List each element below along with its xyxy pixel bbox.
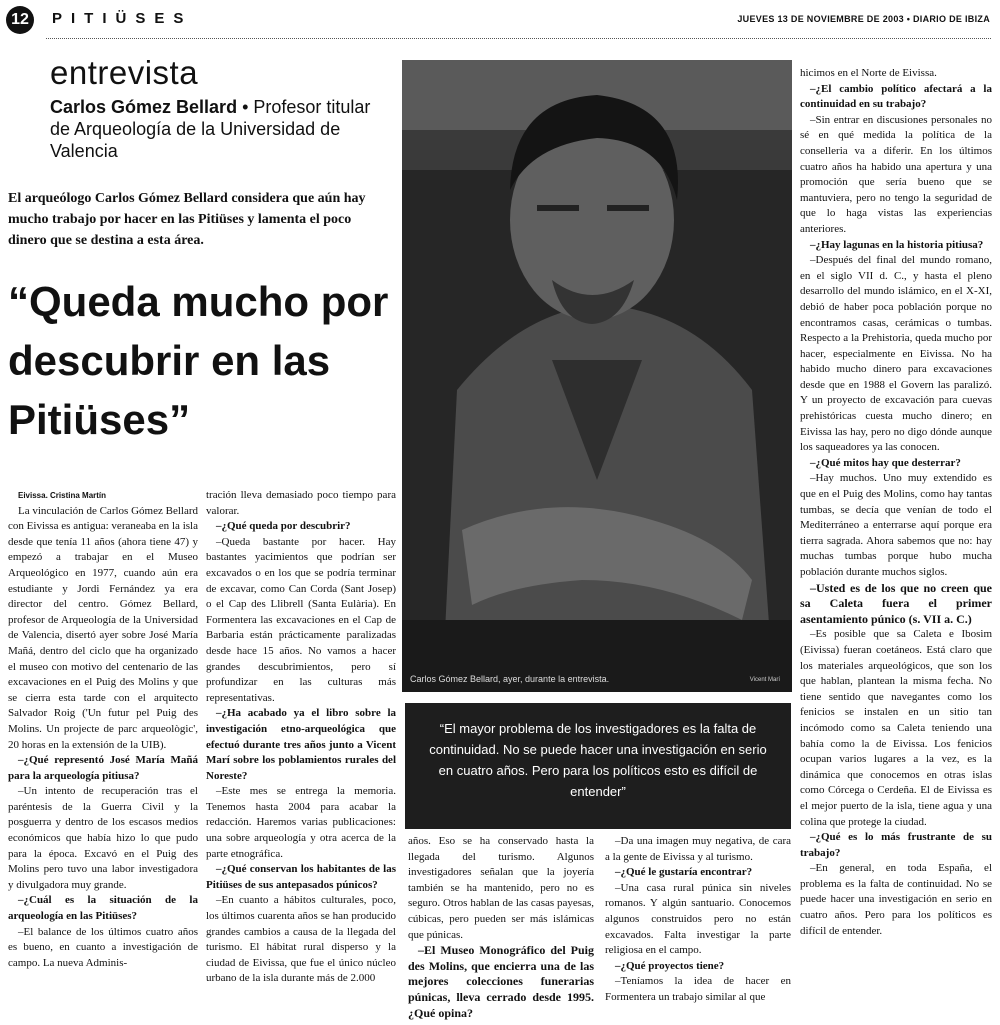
interviewee-name: Carlos Gómez Bellard bbox=[50, 97, 238, 117]
author-credit: Eivissa. Cristina Martín bbox=[18, 491, 107, 500]
paragraph: tración lleva demasiado poco tiempo para valorar. bbox=[206, 489, 396, 517]
pull-quote: “El mayor problema de los investigadores es la falta de continuidad. No se puede hacer una investigación en serio en cuatro años. Pero para los políticos esto es difícil de entender” bbox=[405, 703, 791, 829]
interviewee-photo bbox=[402, 60, 792, 692]
photo-credit: Vicent Marí bbox=[749, 677, 780, 683]
page-header bbox=[0, 0, 1000, 42]
section-name: PITIÜSES bbox=[52, 10, 193, 27]
question: –¿Qué proyectos tiene? bbox=[615, 959, 725, 972]
column-3 bbox=[408, 834, 594, 1021]
paragraph: –Es posible que sa Caleta e Ibosim (Eivissa) fueran coetáneos. Está claro que los materiales arqueológicos, que son los que hablan, plantean la misma fecha. No tiene sentido que navegantes como los fenicios se instalen en un sitio tan incómodo como sa Caleta teniendo una bahía como la de Eivissa. Los fenicios ocupan varios lugares a la vez, es la dinámica que conocemos en otras islas como Córcega o Cerdeña. El de Eivissa es el mejor puerto de la isla, tiene agua y una colina que protege la ciudad. bbox=[800, 628, 992, 828]
question: –¿Cuál es la situación de la arqueología en las Pitiüses? bbox=[8, 894, 198, 923]
paragraph: –Da una imagen muy negativa, de cara a la gente de Eivissa y al turismo. bbox=[605, 835, 791, 863]
paragraph: –El balance de los últimos cuatro años es bueno, en cuanto a investigación de campo. La nueva Adminis- bbox=[8, 925, 198, 969]
lede: El arqueólogo Carlos Gómez Bellard considera que aún hay mucho trabajo por hacer en las Pitiüses y lamenta el poco dinero que se destina a esta área. bbox=[8, 191, 366, 248]
column-1 bbox=[8, 488, 198, 971]
paragraph: –Un intento de recuperación tras el paréntesis de la Guerra Civil y la posguerra y dentro de los escasos medios económicos que había hizo lo que pudo para la época. Excavó en el Puig des Molins pero tuvo una labor investigadora y divulgadora muy grande. bbox=[8, 785, 198, 891]
paragraph: –Este mes se entrega la memoria. Tenemos hasta 2004 para acabar la redacción. Haremos varias publicaciones: una sobre arqueología y otra acerca de la parte etnográfica. bbox=[206, 785, 396, 860]
question: –¿El cambio político afectará a la continuidad en su trabajo? bbox=[800, 82, 992, 111]
interviewee-role: • Profesor titular de Arqueología de la Universidad de Valencia bbox=[50, 97, 371, 161]
paragraph: –En cuanto a hábitos culturales, poco, los últimos cuarenta años se han producido grandes cambios a causa de la llegada del turismo. El hábitat rural disperso y la ciudad de Eivissa, que fue el único núcleo urbano de la isla durante más de 2.000 bbox=[206, 894, 396, 985]
question: –¿Qué es lo más frustrante de su trabajo? bbox=[800, 831, 992, 859]
question: –¿Qué conservan los habitantes de las Pitiüses de sus antepasados púnicos? bbox=[206, 863, 396, 891]
paragraph: –Hay muchos. Uno muy extendido es que en el Puig des Molins, como hay tantas tumbas, se decía que venían de todo el Mediterráneo a enterrarse aquí porque era tierra sagrada. Ahora sabemos que no: hay muchas tumbas porque hubo mucha población durante muchos siglos. bbox=[800, 472, 992, 578]
header-rule bbox=[46, 38, 991, 39]
section-kicker: entrevista bbox=[50, 54, 199, 91]
question: –¿Hay lagunas en la historia pitiusa? bbox=[810, 238, 984, 251]
question: –Usted es de los que no creen que sa Caleta fuera el primer asentamiento púnico (s. VII a. C.) bbox=[800, 580, 992, 626]
headline: “Queda mucho por descubrir en las Pitiüses” bbox=[8, 278, 389, 443]
dateline: JUEVES 13 DE NOVIEMBRE DE 2003 • DIARIO DE IBIZA bbox=[737, 14, 990, 24]
question: –El Museo Monográfico del Puig des Molins, que encierra una de las mejores colecciones funerarias púnicas, lleva cerrado desde 1995. ¿Qué opina? bbox=[408, 943, 594, 1020]
paragraph: –Teníamos la idea de hacer en Formentera un trabajo similar al que bbox=[605, 975, 791, 1003]
question: –¿Qué queda por descubrir? bbox=[216, 520, 351, 533]
column-4 bbox=[605, 834, 791, 1006]
question: –¿Qué mitos hay que desterrar? bbox=[810, 456, 961, 469]
column-2 bbox=[206, 488, 396, 987]
paragraph: –Después del final del mundo romano, en el siglo VII d. C., y hasta el pleno desarrollo del mundo islámico, en el X-XI, debió de haber poca población porque no encontramos casas, cerámicas o tumbas. Respecto a la Prehistoria, queda mucho por hacer, especialmente en Eivissa. No ha habido mucho dinero para excavaciones desde que en 1988 el Govern las paralizó. Y un proyecto de excavación para cuevas prehistóricas cuesta mucho dinero; en Eivissa las hay, pero no digo dónde aunque los saqueadores ya las conocen. bbox=[800, 254, 992, 454]
question: –¿Qué representó José María Mañá para la arqueología pitiusa? bbox=[8, 754, 198, 782]
paragraph: –Sin entrar en discusiones personales no sé en qué medida la política de la conselleria va a diferir. En los últimos cuatro años ha habido una apertura y una promoción que sería bueno que se mantuviera, pero no tengo la seguridad de que lo haga vistas las experiencias anteriores. bbox=[800, 113, 992, 235]
byline bbox=[50, 96, 380, 162]
page-number: 12 bbox=[6, 6, 34, 34]
question: –¿Qué le gustaría encontrar? bbox=[615, 866, 753, 879]
paragraph: –Queda bastante por hacer. Hay bastantes yacimientos que podrían ser excavados o en los que se podría terminar de excavar, como Can Corda (Sant Josep) o el Cap des Llibrell (Santa Eulària). En Formentera las excavaciones en el Cap de Barbaria están prácticamente paralizadas desde hace 15 años. No vamos a hacer grandes descubrimientos, pero sí profundizar en las culturas más representativas. bbox=[206, 535, 396, 704]
paragraph: –Una casa rural púnica sin niveles romanos. Y algún santuario. Conocemos algunos construidos pero no están excavados. Falta investigar la parte religiosa en el campo. bbox=[605, 881, 791, 957]
paragraph: hicimos en el Norte de Eivissa. bbox=[800, 67, 937, 79]
paragraph: La vinculación de Carlos Gómez Bellard con Eivissa es antigua: veraneaba en la isla desde que tenía 11 años (ahora tiene 47) y empezó a trabajar en el Museo Arqueológico en 1977, cuando aún era estudiante y Jordi Fernández ya era director del centro. Gómez Bellard, profesor de Arqueología de la Universidad de Valencia, disertó ayer sobre José María Mañá, dentro del ciclo que ha organizado el museo con motivo del centenario de las excavaciones en el Puig des Molins y que se cierra esta tarde con el arquitecto Salvador Roig ('Un futur pel Puig des Molins. Un projecte de parc arqueològic', 20 horas en la extensión de la UIB). bbox=[8, 504, 198, 751]
column-5 bbox=[800, 66, 992, 939]
paragraph: años. Eso se ha conservado hasta la llegada del turismo. Algunos investigadores señalan que la joyería también se ha mantenido, pero no es seguro. Otros hablan de las casas payesas, cúbicas, pero pueden ser más islámicas que púnicas. bbox=[408, 835, 594, 941]
paragraph: –En general, en toda España, el problema es la falta de continuidad. No se puede hacer una investigación en serio en cuatro años. Pero para los políticos es difícil de entender. bbox=[800, 862, 992, 937]
question: –¿Ha acabado ya el libro sobre la investigación etno-arqueológica que efectuó durante tres años junto a Vicent Marí sobre los poblamientos rurales del Noreste? bbox=[206, 707, 396, 782]
photo-caption: Carlos Gómez Bellard, ayer, durante la entrevista. bbox=[410, 674, 610, 684]
portrait-illustration bbox=[402, 60, 792, 692]
